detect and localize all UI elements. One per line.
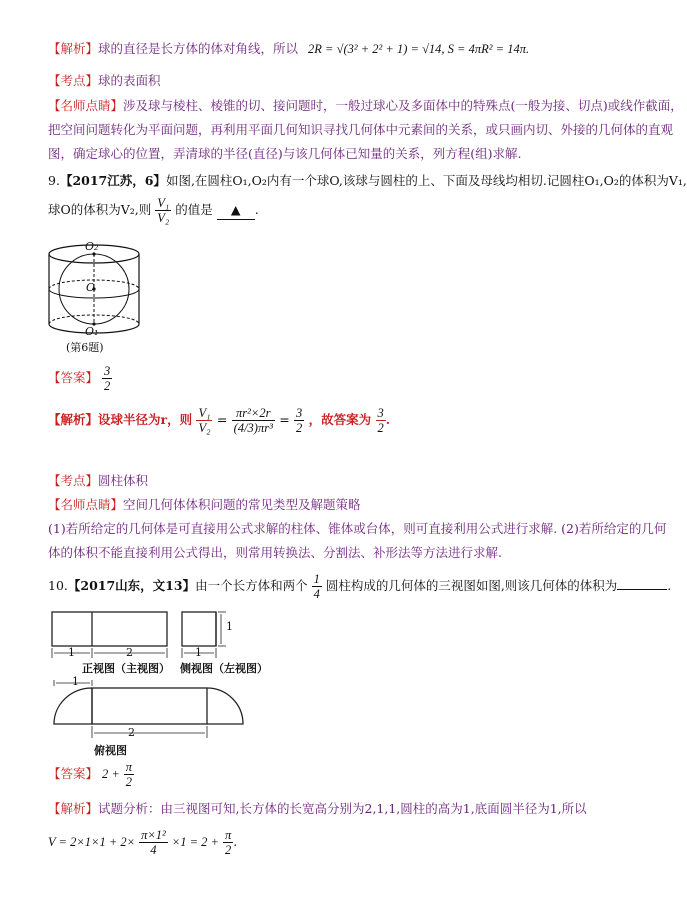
formula-fraction-2: $\frac{\pi}{2}$ xyxy=(224,828,232,857)
jiexi-text: 试题分析：由三视图可知,长方体的长宽高分别为2,1,1,圆柱的高为1,底面圆半径为1,所以 xyxy=(98,801,587,816)
q9-dianjing-line xyxy=(48,496,608,514)
q9-stem-line-2: 球O的体积为V₂,则 $\frac{\text{V₁}}{\text{V₂}}$ 的值是 ▲ . xyxy=(48,196,259,225)
q8-kaodian-line xyxy=(48,72,608,90)
dianjing-tag: 【名师点睛】 xyxy=(48,497,124,512)
answer-blank: ▲ xyxy=(217,201,255,220)
answer-fraction: $\frac{3}{2}$ xyxy=(104,364,111,393)
dim-label-2b: 2 xyxy=(128,726,135,739)
q10-stem-line xyxy=(48,572,672,606)
stem-fraction: $\frac{\text{V₁}}{\text{V₂}}$ xyxy=(157,196,170,225)
top-view-caption: 俯视图 xyxy=(94,744,127,757)
q10-answer-line xyxy=(48,760,608,794)
jiexi-text: 设球半径为r，则 xyxy=(98,412,193,427)
q9-strategy-line-1: (1)若所给定的几何体是可直接用公式求解的柱体、锥体或台体，则可直接利用公式进行求解. (2)若所给定的几何 xyxy=(48,521,667,536)
formula-fraction-1: $\frac{\text{π×1²}}{4}$ xyxy=(141,828,166,857)
stem-text: 如图,在圆柱O₁,O₂内有一个球O,该球与圆柱的上、下面及母线均相切.记圆柱O₁,O₂的体积为V₁, xyxy=(165,173,687,188)
equals-sign-2: = xyxy=(279,412,290,427)
formula-part-1: V = 2×1×1 + 2× xyxy=(48,835,136,849)
jiexi-tag: 【解析】 xyxy=(48,412,99,427)
stem-text: 由一个长方体和两个 xyxy=(195,578,308,593)
stem-text-2: 圆柱构成的几何体的三视图如图,则该几何体的体积为 xyxy=(325,578,618,593)
dim-label-2a: 2 xyxy=(126,646,133,659)
jiexi-text: 球的直径是长方体的体对角线，所以 xyxy=(98,41,299,56)
dianjing-text: 空间几何体体积问题的常见类型及解题策略 xyxy=(123,497,361,512)
question-number: 10. xyxy=(48,578,68,593)
kaodian-text: 圆柱体积 xyxy=(98,473,149,488)
period: . xyxy=(667,578,672,593)
jiexi-fraction-3: $\frac{3}{2}$ xyxy=(296,406,303,435)
formula-part-2: ×1 = 2 + xyxy=(171,835,219,849)
dim-label-1c: 1 xyxy=(226,620,233,633)
answer-tag: 【答案】 xyxy=(48,766,99,781)
q9-stem-line-1 xyxy=(48,172,687,190)
dim-label-1a: 1 xyxy=(68,646,75,659)
question-number: 9. xyxy=(48,173,60,188)
q8-dianjing-line-3: 图，确定球心的位置，弄清球的半径(直径)与该几何体已知量的关系，列方程(组)求解. xyxy=(48,146,522,161)
q8-dianjing-line-1 xyxy=(48,97,683,115)
period: . xyxy=(233,834,238,849)
dianjing-text: 涉及球与棱柱、棱锥的切、接问题时，一般过球心及多面体中的特殊点(一般为接、切点)或线作截面， xyxy=(123,98,683,113)
dianjing-tag: 【名师点睛】 xyxy=(48,98,124,113)
kaodian-text: 球的表面积 xyxy=(98,73,161,88)
kaodian-tag: 【考点】 xyxy=(48,73,99,88)
q9-jiexi-line xyxy=(48,406,608,452)
jiexi-text-2: ，故答案为 xyxy=(308,412,372,427)
label-o2: O₂ xyxy=(85,240,99,253)
equals-sign: = xyxy=(216,412,228,427)
front-view-caption: 正视图（主视图） xyxy=(82,662,170,675)
question-source: 【2017山东，文13】 xyxy=(67,578,196,593)
jiexi-tag: 【解析】 xyxy=(48,41,99,56)
q10-formula-line xyxy=(48,828,608,868)
stem-fraction: $\frac{1}{4}$ xyxy=(313,572,320,601)
answer-tag: 【答案】 xyxy=(48,370,99,385)
jiexi-fraction-1: $\frac{\text{V₁}}{\text{V₂}}$ xyxy=(198,406,211,435)
q9-strategy-line-2: 体的体积不能直接利用公式得出，则常用转换法、分割法、补形法等方法进行求解. xyxy=(48,545,502,560)
figure-caption: (第6题) xyxy=(66,341,104,354)
q9-kaodian-line xyxy=(48,472,608,490)
stem-text-3: 的值是 xyxy=(175,202,213,217)
stem-text-2: 球O的体积为V₂,则 xyxy=(48,202,152,217)
label-o: O xyxy=(86,281,96,294)
dim-label-1d: 1 xyxy=(72,675,79,688)
dim-label-1b: 1 xyxy=(195,646,202,659)
question-source: 【2017江苏，6】 xyxy=(59,173,166,188)
q8-dianjing-line-2: 把空间问题转化为平面问题，再利用平面几何知识寻找几何体中元素间的关系，或只画内切、外接的几何体的直观 xyxy=(48,122,674,137)
label-o1: O₁ xyxy=(85,325,99,338)
q9-answer-line xyxy=(48,364,608,398)
jiexi-fraction-4: $\frac{3}{2}$ xyxy=(377,406,384,435)
answer-blank xyxy=(617,589,667,590)
q10-jiexi-line xyxy=(48,800,608,818)
kaodian-tag: 【考点】 xyxy=(48,473,99,488)
answer-fraction: $\frac{\pi}{2}$ xyxy=(125,760,133,789)
jiexi-tag: 【解析】 xyxy=(48,801,99,816)
q8-jiexi-line xyxy=(48,40,608,58)
jiexi-fraction-2: $\frac{\text{πr²×2r}}{\text{(4/3)πr³}}$ xyxy=(233,406,273,435)
jiexi-math: 2R = √(3² + 2² + 1) = √14, S = 4πR² = 14π. xyxy=(308,42,530,56)
answer-text: 2 + xyxy=(102,767,120,781)
side-view-caption: 侧视图（左视图） xyxy=(180,662,268,675)
period: . xyxy=(385,412,391,427)
